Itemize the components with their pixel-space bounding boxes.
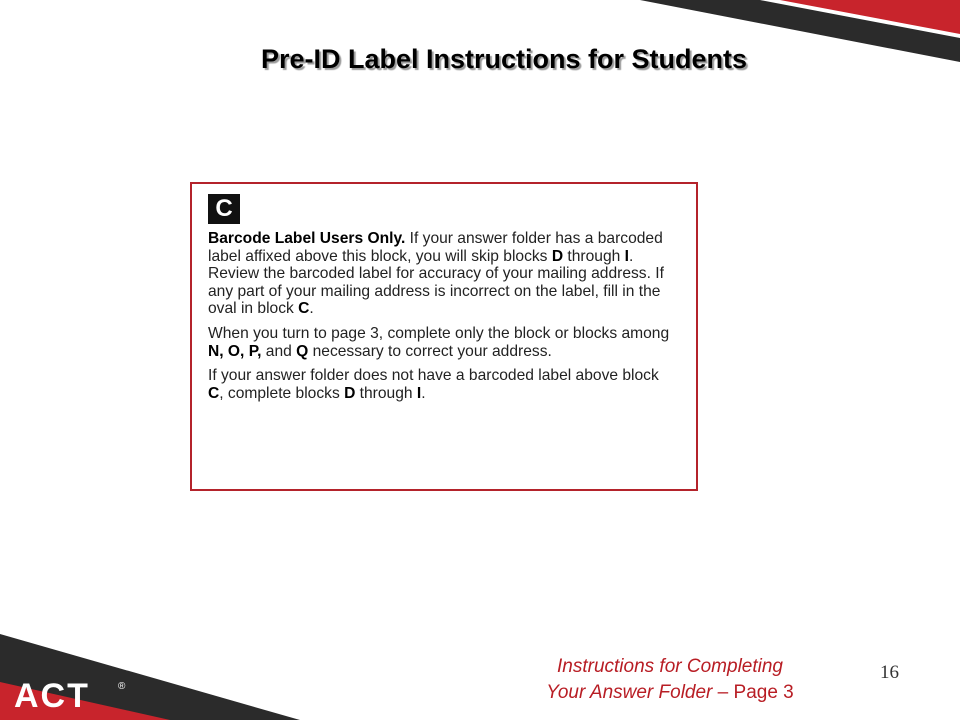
footer-page-ref: Page 3 xyxy=(733,682,794,703)
block-c-paragraph-3 xyxy=(208,367,678,402)
p2-blocks-nop: N, O, P, xyxy=(208,342,262,360)
p3-block-d: D xyxy=(344,384,356,402)
p3-block-c: C xyxy=(208,384,220,402)
p1-block-c: C xyxy=(298,300,310,318)
p2-text-b: necessary to correct your address. xyxy=(308,342,552,360)
p3-end: . xyxy=(421,384,426,402)
footer-caption xyxy=(490,654,850,706)
block-c-paragraph-2 xyxy=(208,325,678,360)
block-letter-badge: C xyxy=(208,194,240,224)
block-c-text xyxy=(208,230,678,409)
p3-text-b: , complete blocks xyxy=(219,384,345,402)
p2-and: and xyxy=(261,342,297,360)
p1-block-d: D xyxy=(551,247,564,265)
footer-line-1: Instructions for Completing xyxy=(557,656,783,677)
footer-line-2 xyxy=(490,680,850,706)
p1-text-a: If your answer folder has a barcoded label affixed above this block, you will skip blocks xyxy=(208,230,663,265)
p3-text-a: If your answer folder does not have a barcoded label above block xyxy=(208,367,659,385)
block-c-instructions-image xyxy=(190,182,698,491)
p3-block-i: I xyxy=(416,384,422,402)
p2-block-q: Q xyxy=(296,342,309,360)
block-c-paragraph-1 xyxy=(208,230,678,318)
act-logo-registered-mark: ® xyxy=(118,681,126,692)
act-logo-text: ACT xyxy=(14,677,90,715)
p2-text-a: When you turn to page 3, complete only the block or blocks among xyxy=(208,324,670,342)
footer-folder-text: Your Answer Folder xyxy=(546,682,713,703)
footer-separator: – xyxy=(712,682,734,703)
p1-text-b: through xyxy=(563,247,625,265)
p3-through: through xyxy=(355,384,417,402)
act-logo xyxy=(14,675,130,715)
barcode-users-heading: Barcode Label Users Only. xyxy=(208,230,406,247)
page-number: 16 xyxy=(880,662,899,683)
p1-block-i: I xyxy=(624,247,629,265)
p1-text-c: . Review the barcoded label for accuracy of your mailing address. If any part of your mailing address is incorrect on the label, fill in the oval in block xyxy=(208,247,664,318)
slide-title: Pre-ID Label Instructions for Students xyxy=(260,44,748,74)
p1-end: . xyxy=(309,300,314,318)
